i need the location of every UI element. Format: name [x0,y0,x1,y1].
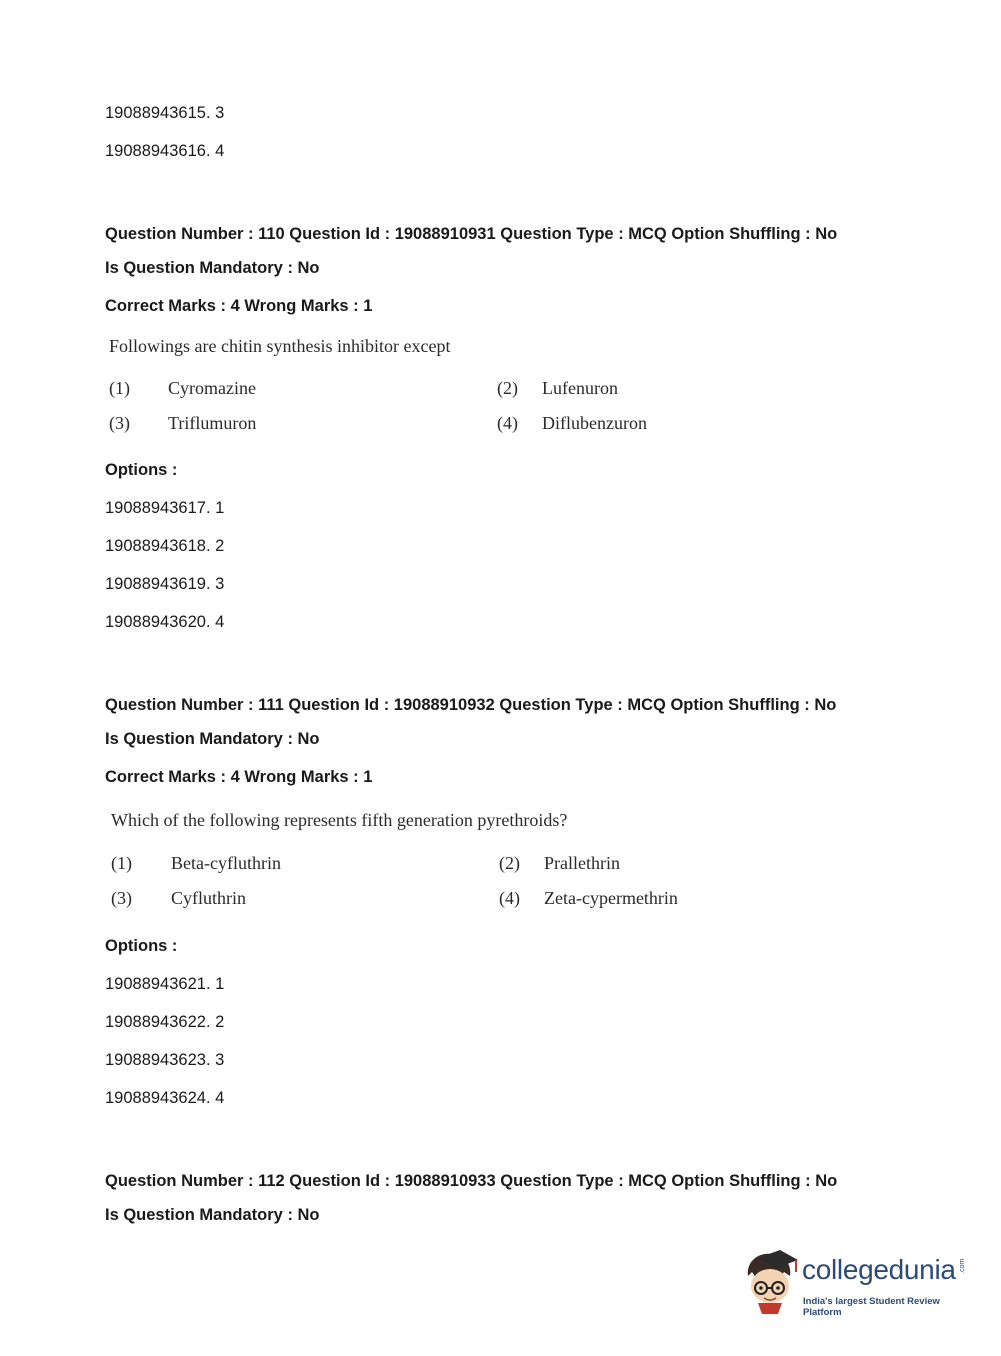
option-line: 19088943617. 1 [105,499,225,517]
choice-label: Cyfluthrin [171,888,246,908]
question-text: Which of the following represents fifth generation pyrethroids? [111,810,568,830]
option-line: 19088943619. 3 [105,575,225,593]
choice-number: (4) [499,888,520,908]
option-line: 19088943621. 1 [105,975,225,993]
question-header: Question Number : 111 Question Id : 19088910932 Question Type : MCQ Option Shuffling : No [105,696,837,714]
choice-number: (1) [111,853,132,873]
option-line: 19088943622. 2 [105,1013,225,1031]
collegedunia-logo [740,1248,975,1318]
question-mandatory: Is Question Mandatory : No [105,730,320,748]
question-marks: Correct Marks : 4 Wrong Marks : 1 [105,297,373,315]
choice-number: (4) [497,413,518,433]
choice-label: Lufenuron [542,378,618,398]
options-label: Options : [105,461,178,479]
choice-label: Diflubenzuron [542,413,647,433]
question-mandatory: Is Question Mandatory : No [105,259,320,277]
option-line: 19088943618. 2 [105,537,225,555]
choice-label: Beta-cyfluthrin [171,853,281,873]
choice-number: (2) [499,853,520,873]
choice-number: (2) [497,378,518,398]
option-line: 19088943615. 3 [105,104,225,122]
logo-wordmark: collegedunia [802,1254,956,1285]
choice-number: (3) [109,413,130,433]
option-line: 19088943623. 3 [105,1051,225,1069]
question-mandatory: Is Question Mandatory : No [105,1206,320,1224]
option-line: 19088943616. 4 [105,142,225,160]
option-line: 19088943620. 4 [105,613,225,631]
choice-number: (1) [109,378,130,398]
question-text: Followings are chitin synthesis inhibitor except [109,336,451,356]
choice-label: Cyromazine [168,378,256,398]
question-marks: Correct Marks : 4 Wrong Marks : 1 [105,768,373,786]
choice-label: Zeta-cypermethrin [544,888,678,908]
choice-label: Prallethrin [544,853,620,873]
logo-suffix: .com [959,1258,966,1274]
choice-number: (3) [111,888,132,908]
question-header: Question Number : 112 Question Id : 19088910933 Question Type : MCQ Option Shuffling : No [105,1172,838,1190]
question-header: Question Number : 110 Question Id : 19088910931 Question Type : MCQ Option Shuffling : No [105,225,838,243]
mascot-icon [740,1248,800,1314]
logo-tagline: India's largest Student Review Platform [803,1296,940,1318]
choice-label: Triflumuron [168,413,257,433]
option-line: 19088943624. 4 [105,1089,225,1107]
options-label: Options : [105,937,178,955]
